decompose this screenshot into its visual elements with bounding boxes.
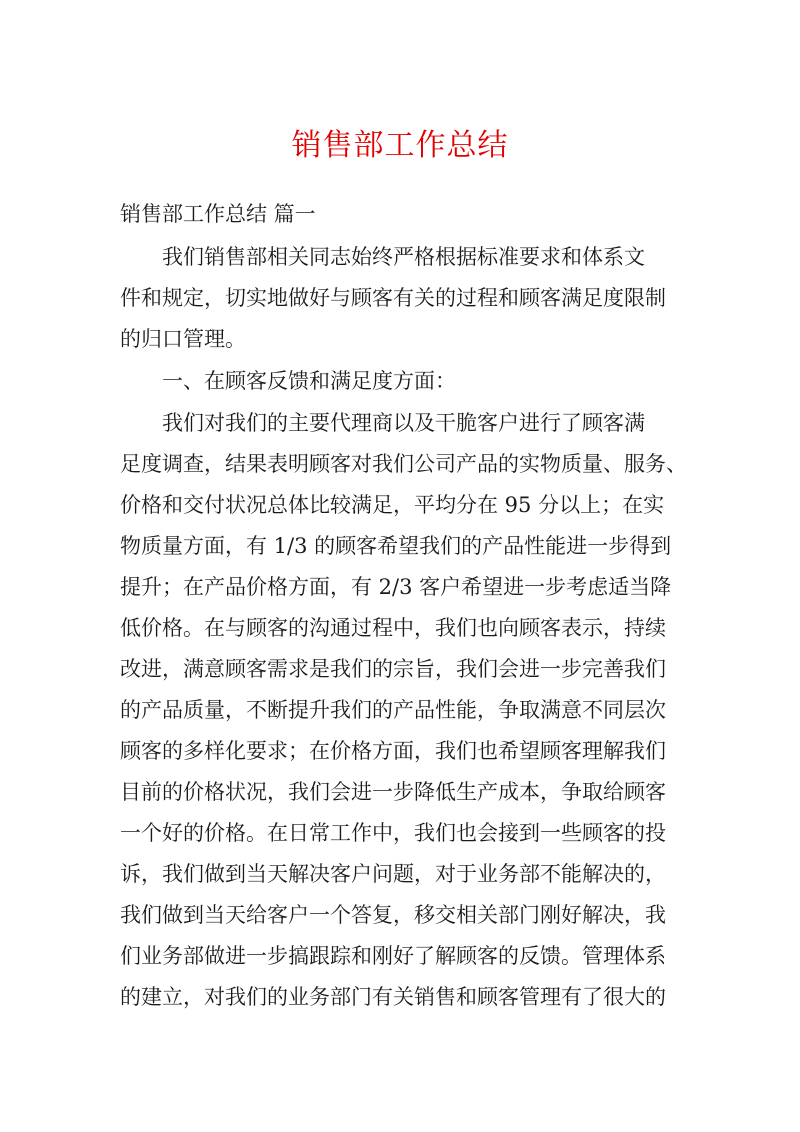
text-line: 低价格。在与顾客的沟通过程中，我们也向顾客表示，持续 [120,616,666,640]
text-line: 改进，满意顾客需求是我们的宗旨，我们会进一步完善我们 [120,657,666,681]
text-line: 提升；在产品价格方面，有 2/3 客户希望进一步考虑适当降 [120,575,672,599]
text-line: 目前的价格状况，我们会进一步降低生产成本，争取给顾客 [120,780,666,804]
section-heading-paragraph [120,361,680,402]
text-line: 们业务部做进一步搞跟踪和刚好了解顾客的反馈。管理体系 [120,944,666,968]
text-line: 我们做到当天给客户一个答复，移交相关部门刚好解决，我 [120,903,666,927]
text-line: 价格和交付状况总体比较满足，平均分在 95 分以上；在实 [120,493,665,517]
text-line: 的建立，对我们的业务部门有关销售和顾客管理有了很大的 [120,985,666,1009]
document-title: 销售部工作总结 [291,128,509,163]
text-line: 我们销售部相关同志始终严格根据标准要求和体系文 [162,245,645,269]
text-line: 的归口管理。 [120,327,246,351]
text-line: 诉，我们做到当天解决客户问题，对于业务部不能解决的， [120,862,666,886]
text-line: 一个好的价格。在日常工作中，我们也会接到一些顾客的投 [120,821,666,845]
section-subtitle: 销售部工作总结 篇一 [120,202,316,226]
text-line: 我们对我们的主要代理商以及干脆客户进行了顾客满 [162,411,645,435]
text-line: 物质量方面，有 1/3 的顾客希望我们的产品性能进一步得到 [120,534,672,558]
text-line: 的产品质量，不断提升我们的产品性能，争取满意不同层次 [120,698,666,722]
intro-paragraph [120,237,680,360]
text-line: 足度调查，结果表明顾客对我们公司产品的实物质量、服务、 [120,452,687,476]
section-heading: 一、在顾客反馈和满足度方面： [162,369,456,393]
body-paragraph [120,403,687,1018]
text-line: 顾客的多样化要求；在价格方面，我们也希望顾客理解我们 [120,739,666,763]
text-line: 件和规定，切实地做好与顾客有关的过程和顾客满足度限制 [120,286,666,310]
